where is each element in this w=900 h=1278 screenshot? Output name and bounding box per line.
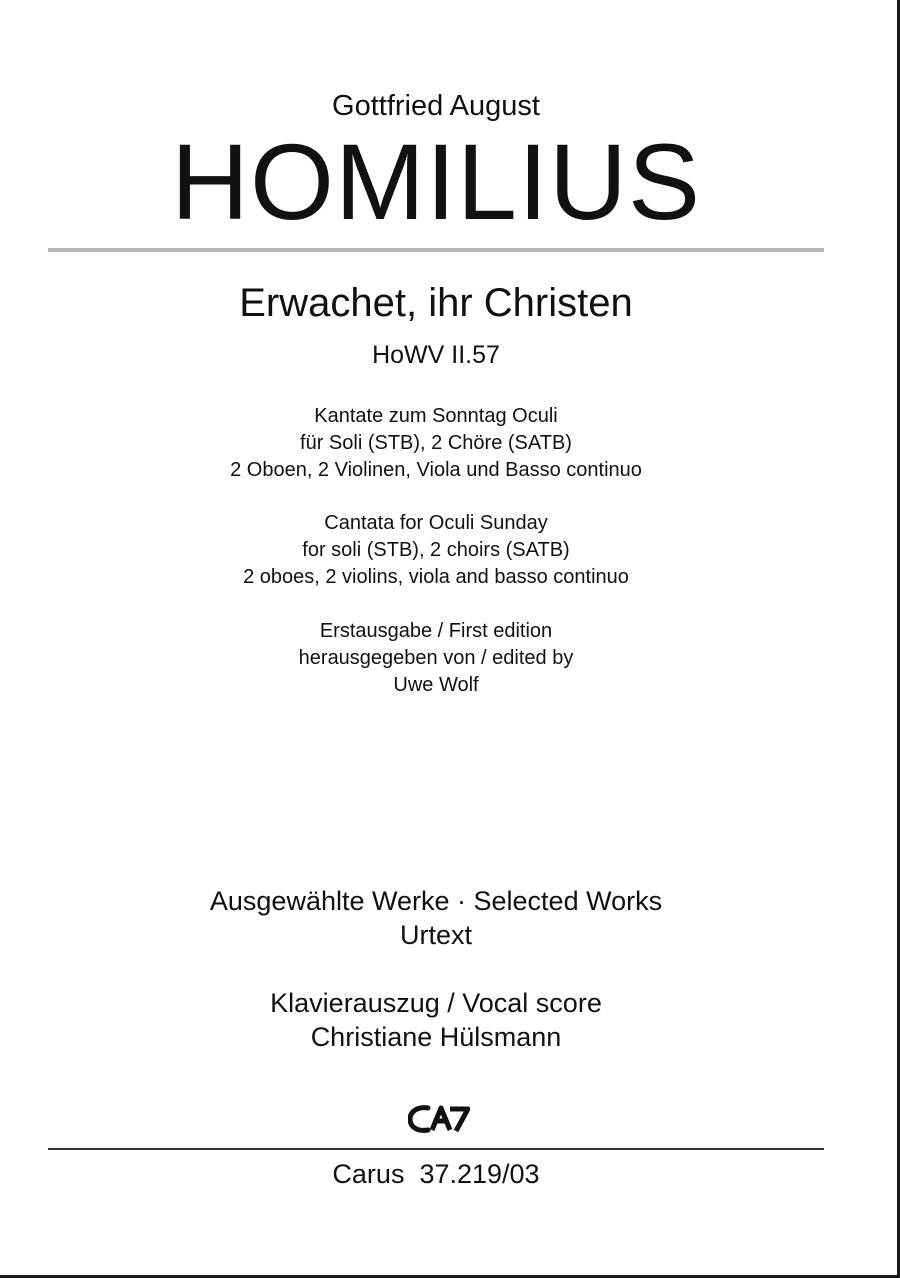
edition-line: Erstausgabe / First edition (319, 620, 553, 642)
carus-logo-icon (408, 1104, 470, 1134)
description-english (48, 510, 824, 591)
work-catalog-number: HoWV II.57 (372, 341, 500, 369)
series-line: Ausgewählte Werke · Selected Works (209, 886, 663, 916)
catalog-number-text: Carus 37.219/03 (332, 1159, 540, 1189)
vocal-score-info (48, 986, 824, 1054)
description-german (48, 403, 824, 484)
publisher-catalog-number (48, 1157, 824, 1191)
vocal-score-label: Klavierauszug / Vocal score (270, 988, 602, 1018)
logo-seven-shape (450, 1109, 468, 1131)
composer-first-name: Gottfried August (332, 90, 540, 122)
description-line: 2 oboes, 2 violins, viola and basso continuo (243, 566, 629, 588)
series-info (48, 884, 824, 952)
edition-info (48, 618, 824, 699)
description-line: for soli (STB), 2 choirs (SATB) (302, 539, 570, 561)
work-title: Erwachet, ihr Christen (239, 281, 633, 325)
composer-last-name: HOMILIUS (170, 121, 702, 242)
logo-a-shape (432, 1108, 450, 1130)
description-line: 2 Oboen, 2 Violinen, Viola und Basso continuo (230, 459, 642, 481)
description-line: für Soli (STB), 2 Chöre (SATB) (300, 432, 572, 454)
header-divider (48, 248, 824, 252)
arranger-name: Christiane Hülsmann (310, 1022, 562, 1052)
editor-name: Uwe Wolf (393, 674, 479, 696)
logo-c-shape (410, 1108, 428, 1131)
description-line: Kantate zum Sonntag Oculi (314, 405, 558, 427)
footer-divider (48, 1148, 824, 1150)
edition-line: herausgegeben von / edited by (298, 647, 574, 669)
description-line: Cantata for Oculi Sunday (324, 512, 548, 534)
urtext-label: Urtext (399, 920, 472, 950)
